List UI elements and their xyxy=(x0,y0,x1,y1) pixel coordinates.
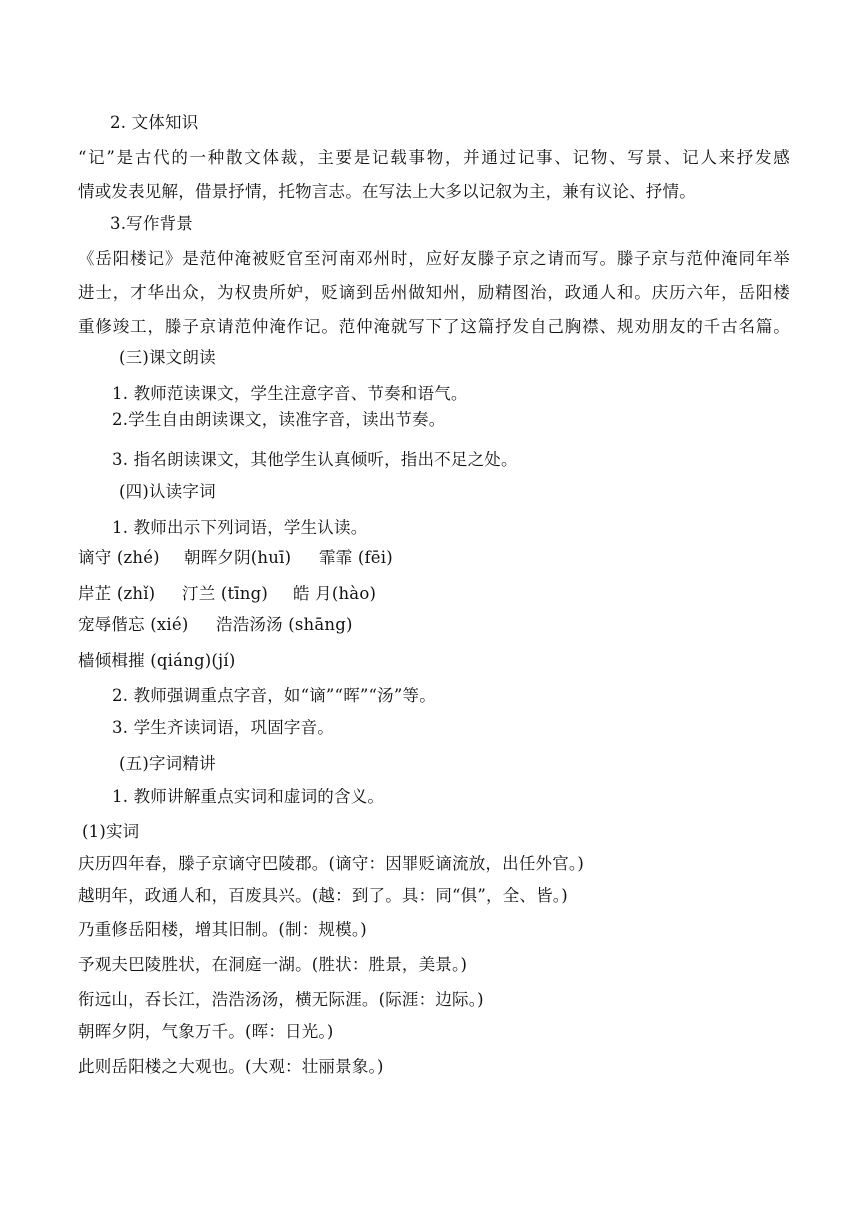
annotation-line: 越明年，政通人和，百废具兴。(越：到了。具：同“俱”，全、皆。) xyxy=(78,886,568,905)
section-heading-background: 3.写作背景 xyxy=(110,214,193,233)
list-item: 1. 教师出示下列词语，学生认读。 xyxy=(112,518,368,537)
list-item: 2.学生自由朗读课文，读准字音，读出节奏。 xyxy=(112,410,446,429)
list-item: 1. 教师讲解重点实词和虚词的含义。 xyxy=(112,787,385,806)
vocab-word: 朝晖夕阴(huī) xyxy=(184,548,292,567)
list-item: 2. 教师强调重点字音，如“谪”“晖”“汤”等。 xyxy=(112,686,436,705)
vocab-word: 谪守 (zhé) xyxy=(78,548,160,567)
vocab-word: 皓 月(hào) xyxy=(293,584,377,603)
section-heading-words: (四)认读字词 xyxy=(119,482,216,501)
list-item: 3. 指名朗读课文，其他学生认真倾听，指出不足之处。 xyxy=(112,450,518,469)
paragraph-line: “记”是古代的一种散文体裁，主要是记载事物，并通过记事、记物、写景、记人来抒发感 xyxy=(78,148,790,167)
section-heading-explain: (五)字词精讲 xyxy=(119,754,216,773)
vocab-word: 岸芷 (zhǐ) xyxy=(78,584,156,603)
paragraph-line: 重修竣工，滕子京请范仲淹作记。范仲淹就写下了这篇抒发自己胸襟、规劝朋友的千古名篇。 xyxy=(78,317,790,336)
annotation-line: 此则岳阳楼之大观也。(大观：壮丽景象。) xyxy=(78,1057,384,1076)
section-heading-reading: (三)课文朗读 xyxy=(119,348,216,367)
vocab-word: 霏霏 (fēi) xyxy=(319,548,393,567)
paragraph-line: 《岳阳楼记》是范仲淹被贬官至河南邓州时，应好友滕子京之请而写。滕子京与范仲淹同年举 xyxy=(78,249,790,268)
vocab-word: 樯倾楫摧 (qiáng)(jí) xyxy=(78,651,236,670)
annotation-line: 朝晖夕阴，气象万千。(晖：日光。) xyxy=(78,1022,334,1041)
list-item: 3. 学生齐读词语，巩固字音。 xyxy=(112,718,334,737)
paragraph-line: 进士，才华出众，为权贵所妒，贬谪到岳州做知州，励精图治，政通人和。庆历六年，岳阳楼 xyxy=(78,283,790,302)
vocab-word: 浩浩汤汤 (shāng) xyxy=(216,615,353,634)
vocab-word: 汀兰 (tīng) xyxy=(182,584,269,603)
section-heading-genre: 2. 文体知识 xyxy=(110,113,199,132)
subsection-heading: (1)实词 xyxy=(82,822,140,841)
annotation-line: 衔远山，吞长江，浩浩汤汤，横无际涯。(际涯：边际。) xyxy=(78,990,484,1009)
paragraph-line: 情或发表见解，借景抒情，托物言志。在写法上大多以记叙为主，兼有议论、抒情。 xyxy=(78,182,696,201)
annotation-line: 乃重修岳阳楼，增其旧制。(制：规模。) xyxy=(78,920,367,939)
vocab-word: 宠辱偕忘 (xié) xyxy=(78,615,189,634)
annotation-line: 予观夫巴陵胜状，在洞庭一湖。(胜状：胜景，美景。) xyxy=(78,955,468,974)
annotation-line: 庆历四年春，滕子京谪守巴陵郡。(谪守：因罪贬谪流放，出任外官。) xyxy=(78,854,585,873)
list-item: 1. 教师范读课文，学生注意字音、节奏和语气。 xyxy=(112,384,468,403)
